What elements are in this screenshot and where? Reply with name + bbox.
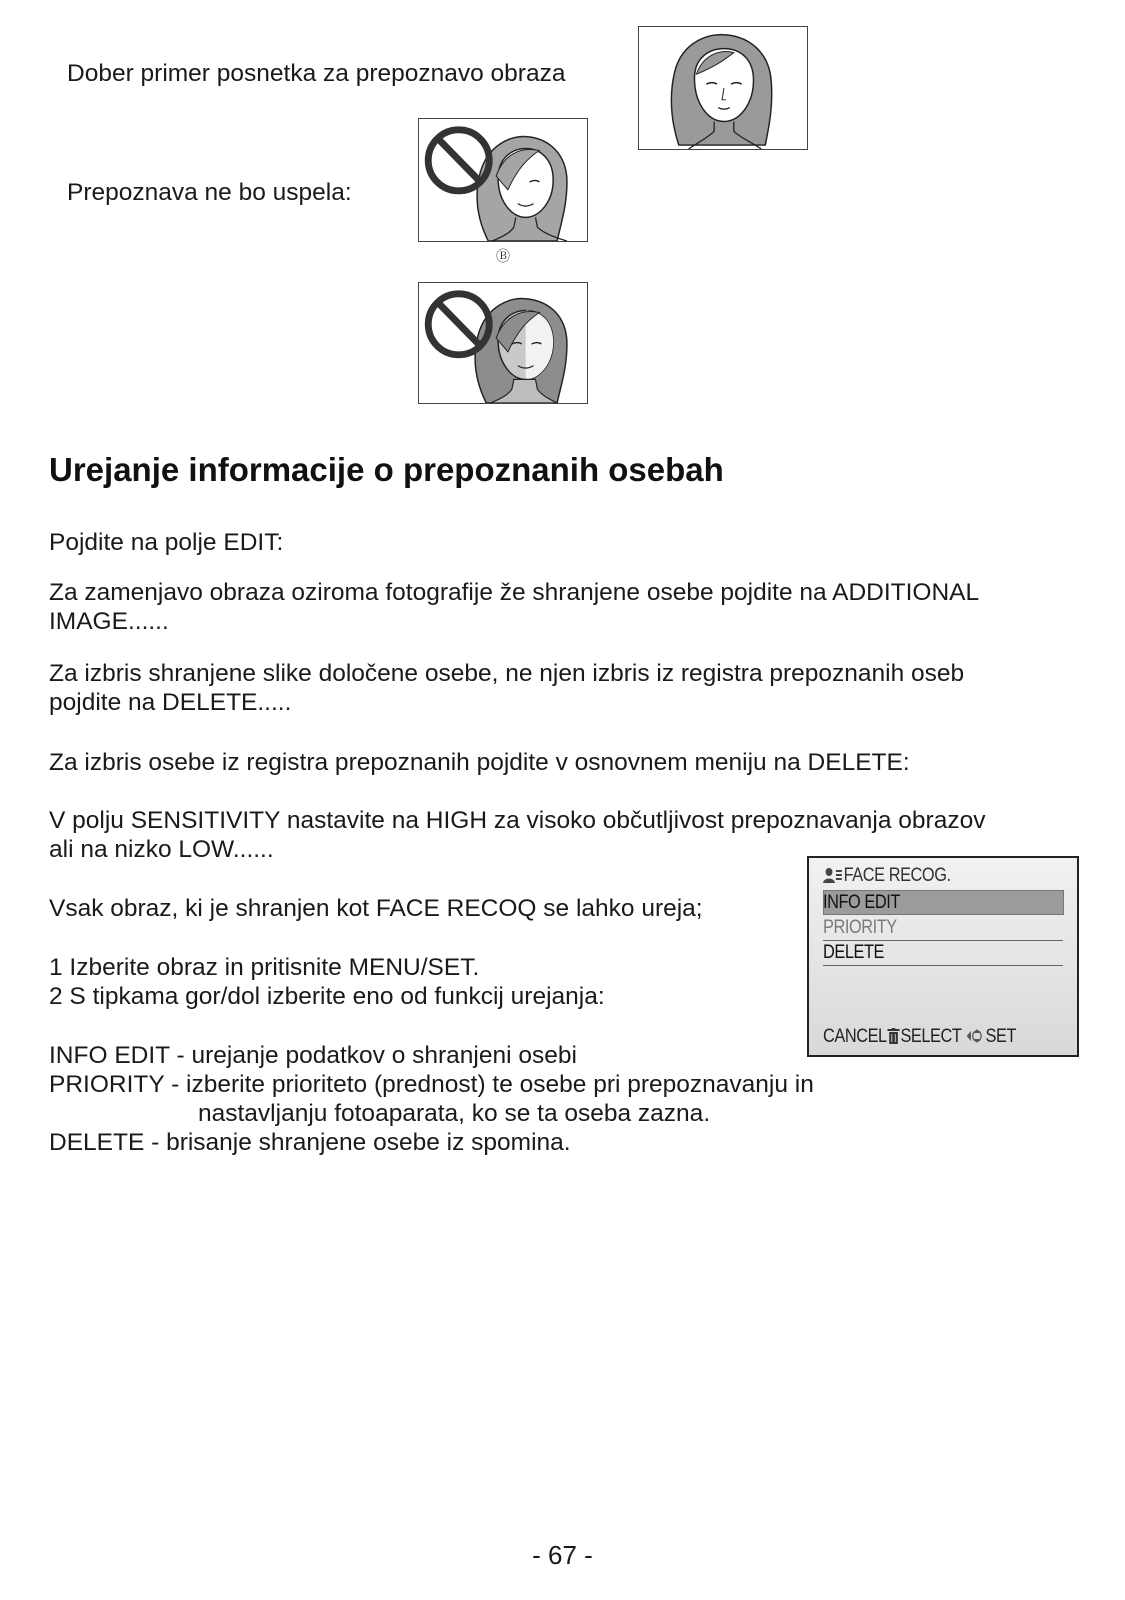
bad-example-label: Prepoznava ne bo uspela:: [67, 179, 352, 206]
camera-menu-item-info-edit[interactable]: INFO EDIT: [823, 892, 900, 913]
para-delete-image-line-1: Za izbris shranjene slike določene osebe, ne njen izbris iz registra prepoznanih oseb: [49, 660, 965, 687]
step-2: 2 S tipkama gor/dol izberite eno od funkcij urejanja:: [49, 983, 605, 1010]
def-delete: DELETE - brisanje shranjene osebe iz spomina.: [49, 1129, 571, 1156]
camera-menu-item-delete[interactable]: DELETE: [823, 942, 884, 963]
para-delete-person: Za izbris osebe iz registra prepoznanih pojdite v osnovnem meniju na DELETE:: [49, 749, 910, 776]
camera-menu-item-priority[interactable]: PRIORITY: [823, 917, 897, 938]
camera-menu-header: [823, 865, 951, 887]
para-each-face: Vsak obraz, ki je shranjen kot FACE RECOQ se lahko ureja;: [49, 895, 703, 922]
def-priority-line-2: nastavljanju fotoaparata, ko se ta oseba zazna.: [198, 1100, 711, 1127]
prohibition-icon: [428, 130, 489, 191]
camera-menu-title: FACE RECOG.: [843, 865, 951, 886]
good-face-illustration: [638, 26, 808, 150]
camera-menu-divider: [823, 965, 1063, 966]
good-example-label: Dober primer posnetka za prepoznavo obraza: [67, 60, 566, 87]
section-title: Urejanje informacije o prepoznanih osebah: [49, 451, 724, 488]
camera-menu-divider: [823, 940, 1063, 941]
bad-face-lighting-illustration: [418, 282, 588, 404]
step-1: 1 Izberite obraz in pritisnite MENU/SET.: [49, 954, 480, 981]
select-label: SELECT: [900, 1026, 962, 1047]
camera-menu-screenshot: [807, 856, 1079, 1057]
para-delete-image-line-2: pojdite na DELETE.....: [49, 689, 292, 716]
dpad-updown-icon: [963, 1028, 984, 1044]
camera-menu-footer: [823, 1026, 1016, 1048]
face-recog-icon: [823, 867, 842, 883]
def-priority-line-1: PRIORITY - izberite prioriteto (prednost) te osebe pri prepoznavanju in: [49, 1071, 814, 1098]
para-additional-line-2: IMAGE......: [49, 608, 169, 635]
page-number: - 67 -: [532, 1540, 593, 1570]
para-additional-line-1: Za zamenjavo obraza oziroma fotografije že shranjene osebe pojdite na ADDITIONAL: [49, 579, 980, 606]
para-sensitivity-line-2: ali na nizko LOW......: [49, 836, 274, 863]
bad-face-shadow-illustration: [418, 118, 588, 242]
trash-icon: [888, 1028, 900, 1044]
marker-b-label: Ⓑ: [496, 248, 510, 264]
cancel-label: CANCEL: [823, 1026, 887, 1047]
edit-intro: Pojdite na polje EDIT:: [49, 529, 284, 556]
para-sensitivity-line-1: V polju SENSITIVITY nastavite na HIGH za visoko občutljivost prepoznavanja obrazov: [49, 807, 986, 834]
def-info-edit: INFO EDIT - urejanje podatkov o shranjeni osebi: [49, 1042, 577, 1069]
set-label: SET: [985, 1026, 1017, 1047]
prohibition-icon: [428, 294, 489, 355]
